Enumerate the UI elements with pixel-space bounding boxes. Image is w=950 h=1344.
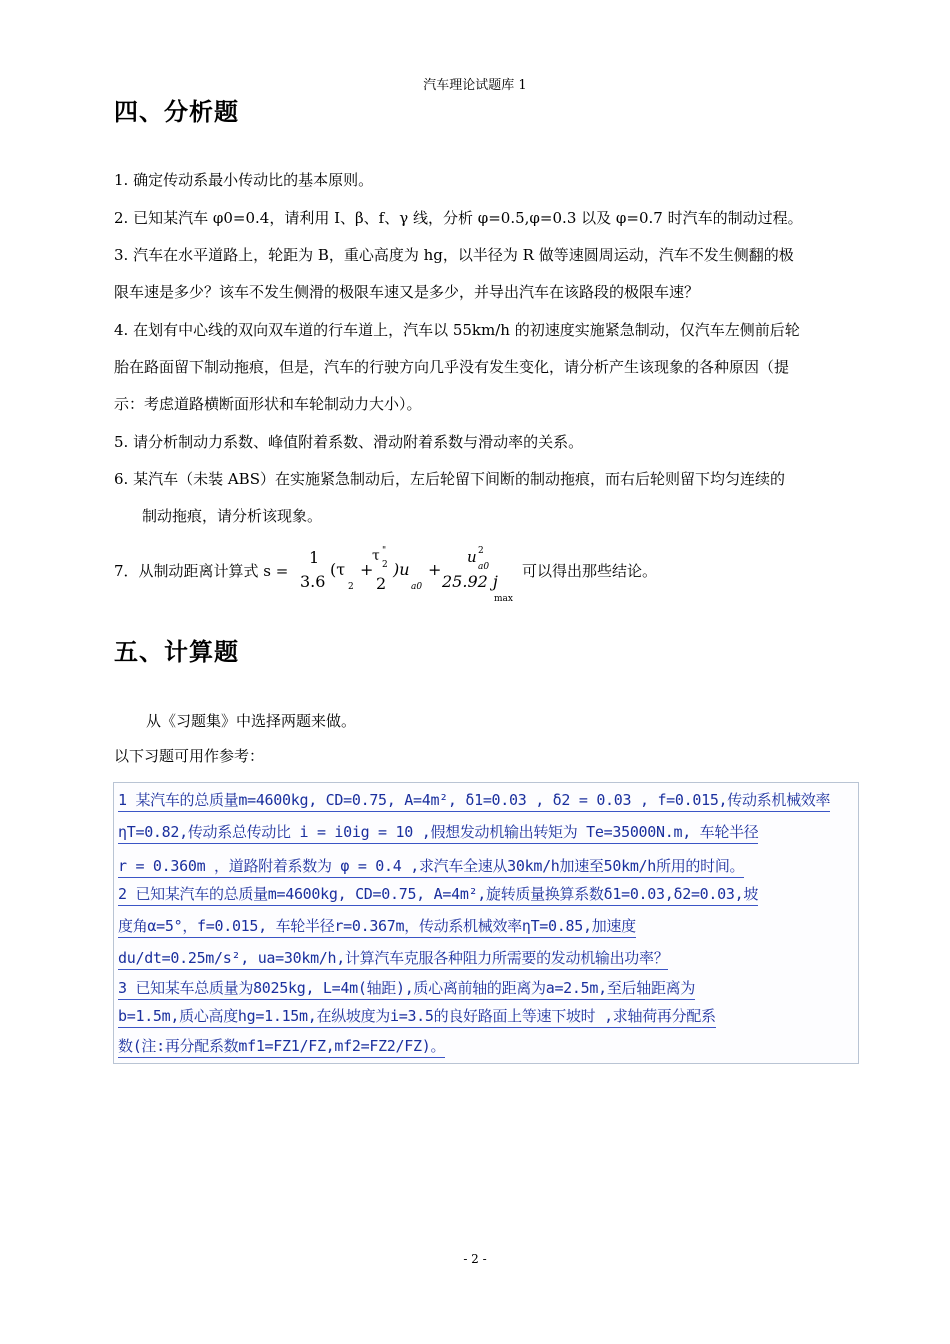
formula-fraction2-denominator: 25.92 j — [442, 572, 498, 591]
scanned-line: 3 已知某车总质量为8025kg, L=4m(轴距),质心离前轴的距离为a=2.5m,至后轴距离为 — [118, 977, 695, 1000]
formula-tau2: τ — [372, 548, 380, 564]
question-7 — [114, 548, 860, 608]
formula-tau2-superscript: " — [382, 546, 387, 556]
formula-plus-1: + — [360, 560, 374, 579]
formula-tau1-subscript: 2 — [348, 582, 354, 592]
formula-tau2-denominator: 2 — [376, 574, 387, 593]
question-4-line-3: 示：考虑道路横断面形状和车轮制动力大小）。 — [114, 395, 422, 413]
formula-close-u: )u — [393, 560, 410, 579]
formula-fraction1-numerator: 1 — [309, 548, 320, 567]
question-4-line-2: 胎在路面留下制动拖痕，但是，汽车的行驶方向几乎没有发生变化，请分析产生该现象的各种原因（提 — [114, 358, 790, 376]
formula-fraction2-numerator: u — [467, 548, 477, 566]
formula-tau1: (τ — [330, 560, 346, 579]
scanned-line: 1 某汽车的总质量m=4600kg, CD=0.75, A=4m², δ1=0.03 , δ2 = 0.03 , f=0.015,传动系机械效率 — [118, 789, 830, 812]
page-number: - 2 - — [463, 1252, 487, 1266]
scanned-line: du/dt=0.25m/s², ua=30km/h,计算汽车克服各种阻力所需要的发动机输出功率？ — [118, 947, 668, 970]
question-7-suffix: 可以得出那些结论。 — [522, 562, 658, 580]
scanned-line: ηT=0.82,传动系总传动比 i = i0ig = 10 ,假想发动机输出转矩为 Te=35000N.m, 车轮半径 — [118, 821, 758, 844]
scanned-line: b=1.5m,质心高度hg=1.15m,在纵坡度为i=3.5的良好路面上等速下坡时 ,求轴荷再分配系 — [118, 1005, 716, 1028]
question-6-line-2: 制动拖痕，请分析该现象。 — [142, 507, 323, 525]
question-4 — [114, 312, 860, 423]
question-4-line-1: 4. 在划有中心线的双向双车道的行车道上，汽车以 55km/h 的初速度实施紧急制动，仅汽车左侧前后轮 — [114, 321, 800, 339]
question-1: 1. 确定传动系最小传动比的基本原则。 — [114, 171, 374, 189]
scanned-line: 数(注:再分配系数mf1=FZ1/FZ,mf2=FZ2/FZ)。 — [118, 1035, 445, 1058]
running-header: 汽车理论试题库 1 — [423, 78, 527, 93]
question-3 — [114, 237, 860, 311]
scanned-line: r = 0.360m ，道路附着系数为 φ = 0.4 ,求汽车全速从30km/h加速至50km/h所用的时间。 — [118, 855, 744, 878]
formula-fraction1-denominator: 3.6 — [300, 572, 326, 591]
scanned-problems-image — [113, 782, 859, 1064]
question-3-line-1: 3. 汽车在水平道路上，轮距为 B，重心高度为 hg，以半径为 R 做等速圆周运动，汽车不发生侧翻的极 — [114, 246, 794, 264]
question-3-line-2: 限车速是多少？该车不发生侧滑的极限车速又是多少，并导出汽车在该路段的极限车速？ — [114, 283, 700, 301]
scanned-line: 度角α=5°，f=0.015, 车轮半径r=0.367m，传动系机械效率ηT=0.85,加速度 — [118, 915, 636, 938]
formula-fraction2-numerator-subscript: a0 — [478, 562, 490, 572]
question-6 — [114, 461, 860, 535]
formula-tau2-subscript: 2 — [382, 560, 388, 570]
section-title-calculation: 五、计算题 — [114, 638, 239, 666]
formula-plus-2: + — [428, 560, 442, 579]
formula-fraction2-numerator-superscript: 2 — [478, 546, 484, 556]
question-6-line-1: 6. 某汽车（未装 ABS）在实施紧急制动后，左后轮留下间断的制动拖痕，而右后轮则留下均匀连续的 — [114, 470, 785, 488]
question-2: 2. 已知某汽车 φ0=0.4，请利用 I、β、f、γ 线，分析 φ=0.5,φ=0.3 以及 φ=0.7 时汽车的制动过程。 — [114, 209, 803, 227]
formula-ua0-subscript: a0 — [411, 582, 423, 592]
calc-intro-2: 以下习题可用作参考： — [114, 747, 265, 765]
calc-intro-1: 从《习题集》中选择两题来做。 — [146, 712, 357, 730]
section-title-analysis: 四、分析题 — [114, 98, 239, 126]
question-7-prefix: 7．从制动距离计算式 s = — [114, 562, 289, 580]
formula-fraction2-denominator-subscript: max — [494, 594, 513, 604]
question-5: 5. 请分析制动力系数、峰值附着系数、滑动附着系数与滑动率的关系。 — [114, 433, 584, 451]
scanned-line: 2 已知某汽车的总质量m=4600kg, CD=0.75, A=4m²,旋转质量换算系数δ1=0.03,δ2=0.03,坡 — [118, 883, 758, 906]
